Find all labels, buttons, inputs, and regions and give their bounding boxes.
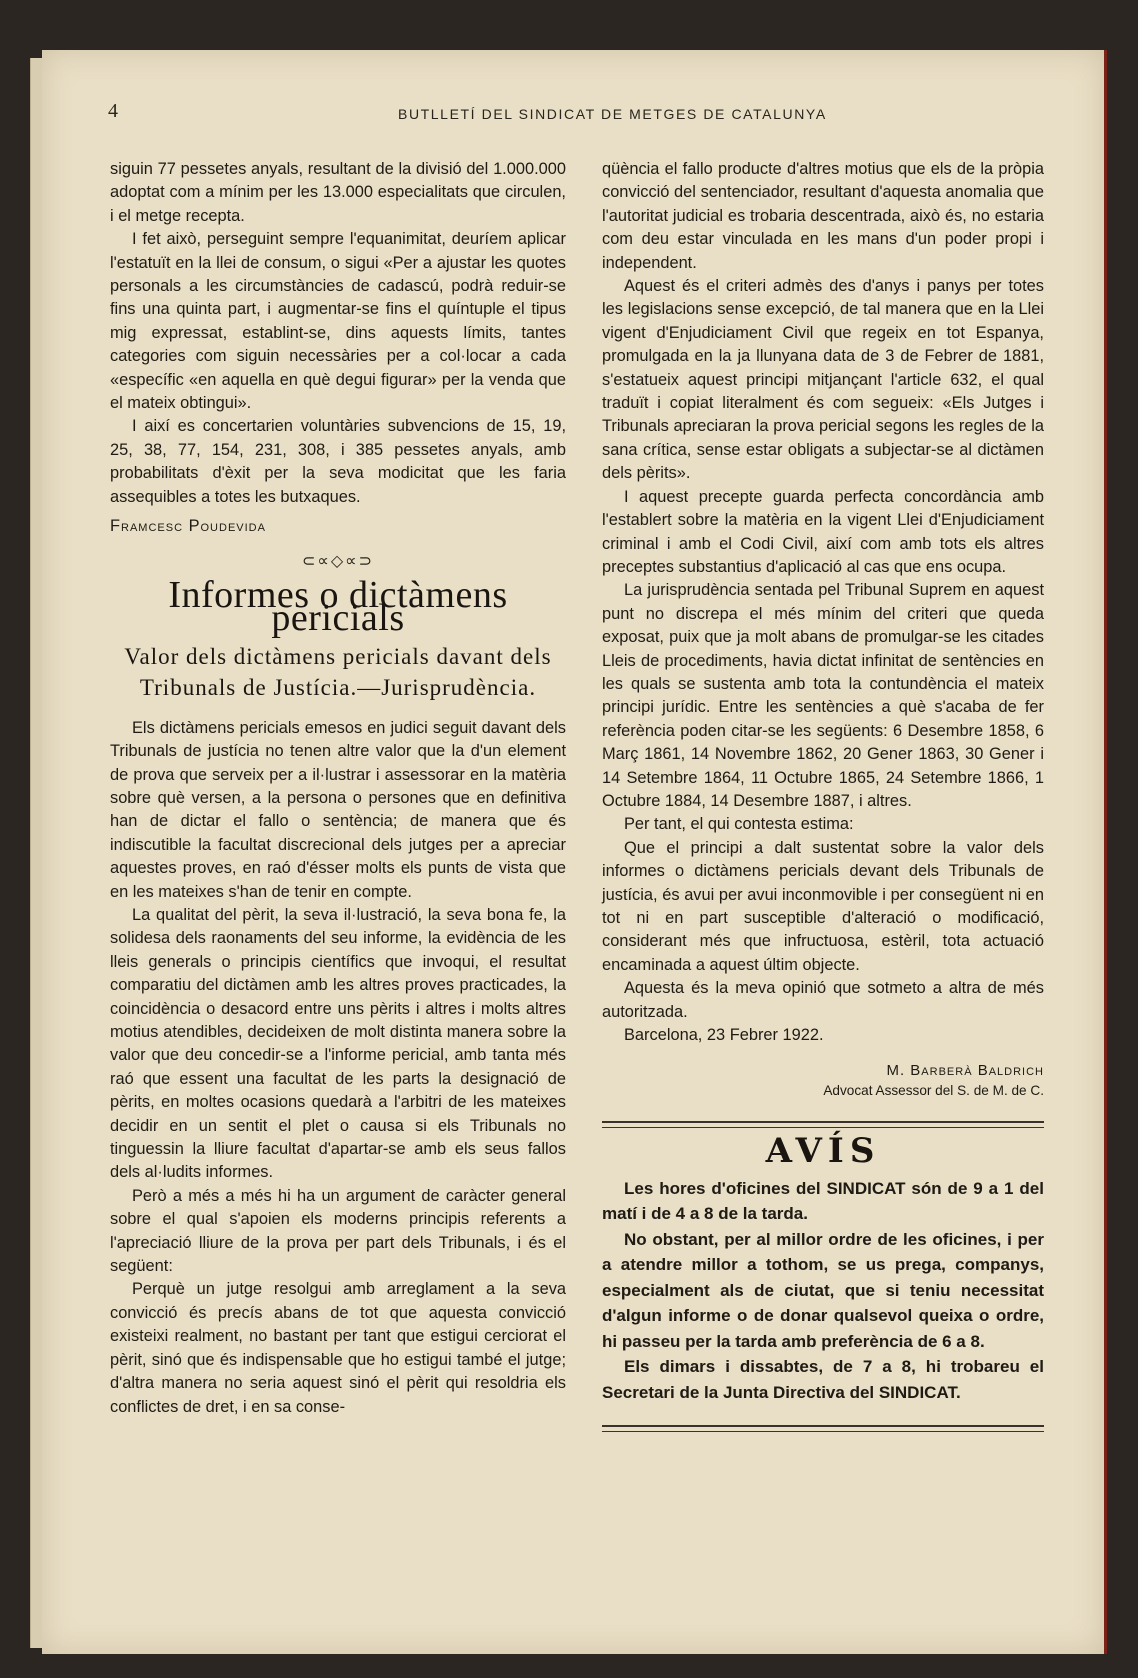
place-date: Barcelona, 23 Febrer 1922. bbox=[624, 1026, 824, 1045]
author-role: Advocat Assessor del S. de M. de C. bbox=[823, 1083, 1044, 1099]
paragraph: I així es concertarien voluntàries subvencions de 15, 19, 25, 38, 77, 154, 231, 308, i 385 pessetes anyals, amb probabilitats d'èxit per la seva modicitat que les faria assequibles a totes les butxaques. bbox=[110, 417, 566, 506]
paragraph: Aquesta és la meva opinió que sotmeto a altra de més autoritzada. bbox=[602, 979, 1044, 1021]
paragraph: Però a més a més hi ha un argument de caràcter general sobre el qual s'apoien els moderns principis referents a l'apreciació lliure de la prova per part dels Tribunals, i és el següent: bbox=[110, 1186, 566, 1276]
paragraph: Perquè un jutge resolgui amb arreglament a la seva convicció és precís abans de tot que aquesta convicció existeixi realment, no bastant per tant que estigui cerciorat el pèrit, sinó que és indispensable que ho estigui també el jutge; d'altra manera no seria aquest sinó el pèrit qui resoldria els conflictes de dret, i en sa conse- bbox=[110, 1280, 566, 1416]
notice-title: AVÍS bbox=[765, 1131, 881, 1172]
notice-paragraph: No obstant, per al millor ordre de les oficines, i per a atendre millor a tothom, se us prega, companys, especialment als de ciutat, que si teniu necessitat d'algun informe o de donar qualsevol queixa o ordre, hi passeu per la tarda amb preferència de 6 a 8. bbox=[602, 1229, 1044, 1351]
right-column bbox=[602, 158, 1044, 1432]
article-title: Informes o dictàmens pericials bbox=[168, 573, 508, 640]
left-column bbox=[110, 158, 566, 1419]
paragraph: qüència el fallo producte d'altres motius que els de la pròpia convicció del sentenciador, resultant d'aquesta anomalia que l'autoritat judicial es trobaria descentrada, això és, no estaria com deu estar vinculada en les mans d'un poder propi i independent. bbox=[602, 160, 1044, 272]
notice-paragraph: Els dimars i dissabtes, de 7 a 8, hi trobareu el Secretari de la Junta Directiva del SINDICAT. bbox=[602, 1357, 1044, 1402]
paragraph: Els dictàmens pericials emesos en judici seguit davant dels Tribunals de justícia no tenen altre valor que la d'un element de prova que serveix per a il·lustrar i assessorar en la matèria sobre què versen, a la persona o persones que en definitiva han de dictar el fallo o sentència; de manera que és indiscutible la facultat discrecional dels jutges per a apreciar aquestes proves, en raó d'ésser molts els punts de vista que en les mateixes s'han de tenir en compte. bbox=[110, 718, 566, 901]
notice-paragraph: Les hores d'oficines del SINDICAT són de 9 a 1 del matí i de 4 a 8 de la tarda. bbox=[602, 1178, 1044, 1224]
divider-rule bbox=[602, 1425, 1044, 1432]
paragraph: La qualitat del pèrit, la seva il·lustració, la seva bona fe, la solidesa dels raonaments del seu informe, la evidència de les lleis generals o principis científics que invoqui, el resultat comparatiu del dictàmen amb les altres proves practicades, la coincidència o desacord entre uns pèrits i altres i molts altres motius atendibles, decideixen de molt distinta manera sobre la valor que deu concedir-se a l'informe pericial, amb tanta més raó que essent una facultat de les parts la designació de pèrits, en moltes ocasions quedarà a l'arbitri de les mateixes decidir en un sentit el plet o causa si els Tribunals no tinguessin la lliure facultat d'apartar-se amb els seus fallos dels al·ludits informes. bbox=[110, 905, 566, 1182]
paragraph: Per tant, el qui contesta estima: bbox=[624, 815, 854, 834]
ornament-divider: ⊂∝◇∝⊃ bbox=[302, 550, 374, 570]
running-title: BUTLLETÍ DEL SINDICAT DE METGES DE CATALUNYA bbox=[398, 106, 827, 122]
paragraph: Aquest és el criteri admès des d'anys i panys per totes les legislacions sense excepció, de tal manera que en la Llei vigent d'Enjudiciament Civil que regeix en tot Espanya, promulgada en la ja llunyana data de 3 de Febrer de 1881, s'estatueix aquest principi mitjançant l'article 632, el qual traduït i copiat literalment és com segueix: «Els Jutges i Tribunals apreciaran la prova pericial segons les regles de la sana crítica, sense estar obligats a subjectar-se al dictàmen dels pèrits». bbox=[602, 277, 1044, 483]
page-number: 4 bbox=[108, 100, 118, 122]
paragraph: La jurisprudència sentada pel Tribunal Suprem en aquest punt no discrepa el més mínim del criteri que queda exposat, puix que ja molt abans de promulgar-se les citades Lleis de procediments, havia dictat infinitat de sentències en les quals se sustenta amb tota la contundència el mateix principi jurídic. Entre les sentències a què s'acaba de fer referència poden citar-se les següents: 6 Desembre 1858, 6 Març 1861, 14 Novembre 1862, 20 Gener 1863, 30 Gener i 14 Setembre 1864, 11 Octubre 1865, 24 Setembre 1866, 1 Octubre 1884, 14 Desembre 1887, i altres. bbox=[602, 581, 1044, 810]
paragraph: I fet això, perseguint sempre l'equanimitat, deuríem aplicar l'estatuït en la llei de consum, o sigui «Per a ajustar les quotes personals a les circumstàncies de cadascú, podrà reduir-se fins una quinta part, i augmentar-se fins el quíntuple el tipus mig expressat, establint-se, dins aquests límits, tantes categories com siguin necessàries per a col·locar a cada «específic «en aquella en què degui figurar» per la venda que el mateix obtingui». bbox=[110, 230, 566, 413]
article-subtitle: Valor dels dictàmens pericials davant dels Tribunals de Justícia.—Jurisprudència. bbox=[124, 643, 552, 700]
paragraph: Que el principi a dalt sustentat sobre la valor dels informes o dictàmens pericials devant dels Tribunals de justícia, és avui per avui inconmovible i per consegüent ni en tot ni en part susceptible d'alteració o modificació, considerant més que infructuosa, estèril, tota actuació encaminada a aquest últim objecte. bbox=[602, 838, 1044, 974]
paragraph: I aquest precepte guarda perfecta concordància amb l'establert sobre la matèria en la vigent Llei d'Enjudiciament criminal i amb el Codi Civil, així com amb tots els altres preceptes substantius d'aplicació al cas que ens ocupa. bbox=[602, 487, 1044, 576]
signature: Framcesc Poudevida bbox=[110, 517, 266, 536]
author-name: M. Barberà Baldrich bbox=[886, 1062, 1044, 1080]
paragraph: siguin 77 pessetes anyals, resultant de la divisió del 1.000.000 adoptat com a mínim per les 13.000 especialitats que circulen, i el metge recepta. bbox=[110, 160, 566, 225]
author-signature bbox=[602, 1061, 1044, 1101]
divider-rule bbox=[602, 1121, 1044, 1128]
notice-box bbox=[602, 1131, 1044, 1405]
